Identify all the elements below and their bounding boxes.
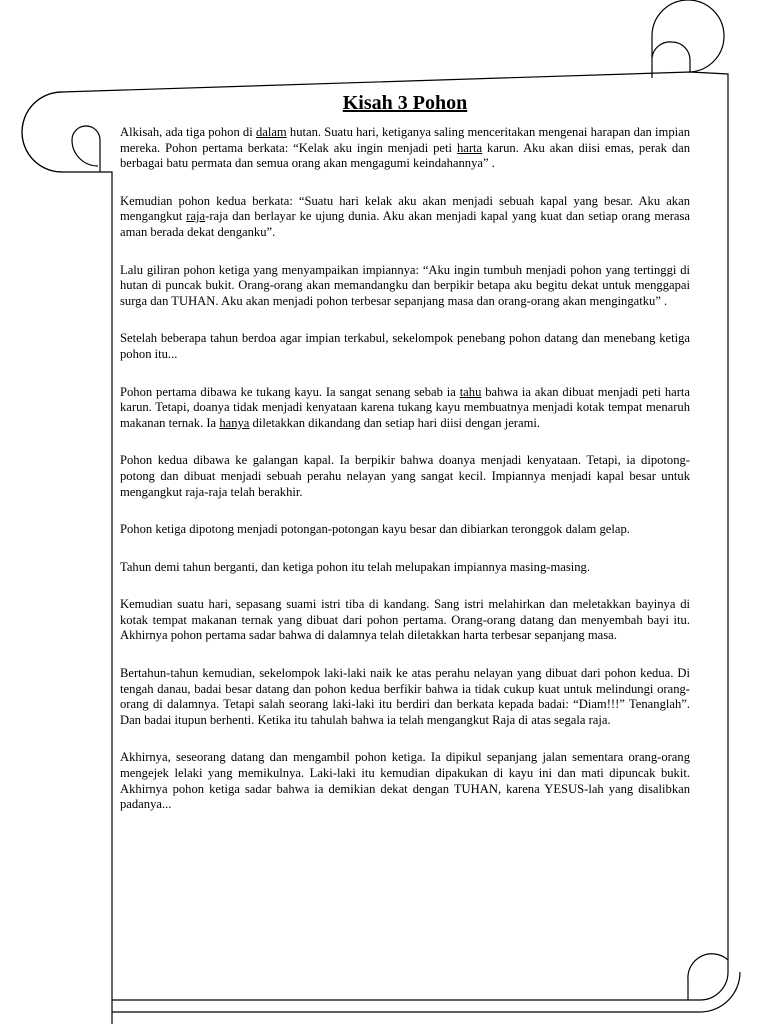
top-left-curl — [22, 92, 112, 1024]
paragraph-text: Kemudian suatu hari, sepasang suami istri tiba di kandang. Sang istri melahirkan dan meletakkan bayinya di kotak tempat makanan ternak yang dibuat dari pohon pertama. Orang-orang datang dan menyembah bayi itu. Akhirnya pohon pertama sadar bahwa di dalamnya telah diletakkan harta terbesar sepanjang masa. — [120, 597, 690, 643]
paragraph-text: Alkisah, ada tiga pohon di — [120, 125, 256, 139]
story-paragraph — [120, 560, 690, 576]
top-left-inner-curl — [72, 126, 100, 172]
paragraph-text: bahwa ia akan dibuat menjadi peti harta karun. Tetapi, doanya tidak menjadi kenyataan karena tukang kayu membuatnya menjadi kotak tempat menaruh makanan ternak. Ia — [120, 384, 690, 430]
underlined-word: harta — [456, 140, 483, 155]
story-paragraph — [120, 194, 690, 241]
document-content — [120, 92, 690, 835]
paragraph-text: Tahun demi tahun berganti, dan ketiga pohon itu telah melupakan impiannya masing-masing. — [120, 559, 590, 574]
story-paragraph — [120, 522, 690, 538]
story-paragraph — [120, 125, 690, 172]
paragraph-text: karun. Aku akan diisi emas, perak dan berbagai batu permata dan semua orang akan mengagumi keindahannya” . — [120, 140, 691, 171]
paragraph-text: -raja dan berlayar ke ujung dunia. Aku akan menjadi kapal yang kuat dan setiap orang merasa aman berada dekat denganku”. — [120, 209, 691, 239]
paragraph-text: Pohon pertama dibawa ke tukang kayu. Ia sangat senang sebab ia — [120, 384, 460, 399]
story-paragraph — [120, 263, 690, 310]
underlined-word: hanya — [219, 415, 250, 430]
page-title: Kisah 3 Pohon — [342, 92, 468, 114]
story-paragraph — [120, 666, 690, 728]
top-right-curl — [652, 0, 724, 78]
paragraph-text: Bertahun-tahun kemudian, sekelompok laki-laki naik ke atas perahu nelayan yang dibuat dari pohon kedua. Di tengah danau, badai besar datang dan pohon kedua berfikir bahwa ia tidak cukup kuat untuk melindungi orang-orang di dalamnya. Tetapi salah seorang laki-laki itu berdiri dan berkata kepada badai: “Diam!!!” Tenanglah”. Dan badai itupun berhenti. Ketika itu tahulah bahwa ia telah mengangkut Raja di atas segala raja. — [120, 666, 690, 727]
story-paragraph — [120, 453, 690, 500]
paragraph-text: Kemudian pohon kedua berkata: “Suatu hari kelak aku akan menjadi sebuah kapal yang besar. Aku akan mengangkut — [120, 193, 690, 224]
paragraph-text: Lalu giliran pohon ketiga yang menyampaikan impiannya: “Aku ingin tumbuh menjadi pohon yang tertinggi di hutan di puncak bukit. Orang-orang akan memandangku dan berpikir betapa aku begitu dekat untuk menggapai surga dan TUHAN. Aku akan menjadi pohon terbesar sepanjang masa dan orang-orang akan mengingatku” . — [120, 262, 690, 308]
underlined-word: dalam — [255, 125, 287, 139]
paragraph-text: Akhirnya, seseorang datang dan mengambil pohon ketiga. Ia dipikul sepanjang jalan sementara orang-orang mengejek lelaki yang memikulnya. Laki-laki itu kemudian dipakukan di kayu ini dan mati dipuncak bukit. Akhirnya pohon ketiga sadar bahwa ia demikian dekat dengan TUHAN, karena YESUS-lah yang disalibkan padanya... — [120, 750, 690, 812]
scroll-top-edge — [22, 92, 62, 172]
bottom-edge — [112, 972, 740, 1012]
paragraph-text: hutan. Suatu hari, ketiganya saling menceritakan mengenai harapan dan impian mereka. Pohon pertama berkata: “Kelak aku ingin menjadi peti — [120, 125, 691, 155]
paragraph-text: Pohon kedua dibawa ke galangan kapal. Ia berpikir bahwa doanya menjadi kenyataan. Tetapi, ia dipotong-potong dan dibuat menjadi sebuah perahu nelayan yang sangat kecil. Impiannya menjadi kapal besar untuk mengangkut raja-raja telah berakhir. — [120, 453, 690, 499]
paragraph-text: Setelah beberapa tahun berdoa agar impian terkabul, sekelompok penebang pohon datang dan menebang ketiga pohon itu... — [120, 331, 690, 361]
story-body — [120, 125, 690, 813]
paragraph-text: diletakkan dikandang dan setiap hari diisi dengan jerami. — [249, 415, 541, 430]
paragraph-text: Pohon ketiga dipotong menjadi potongan-potongan kayu besar dan dibiarkan teronggok dalam gelap. — [120, 522, 630, 537]
underlined-word: raja — [186, 209, 206, 224]
story-paragraph — [120, 597, 690, 644]
bottom-right-curl — [112, 954, 728, 1000]
story-paragraph — [120, 385, 690, 432]
underlined-word: tahu — [459, 384, 482, 399]
story-paragraph — [120, 331, 690, 362]
story-paragraph — [120, 750, 690, 812]
